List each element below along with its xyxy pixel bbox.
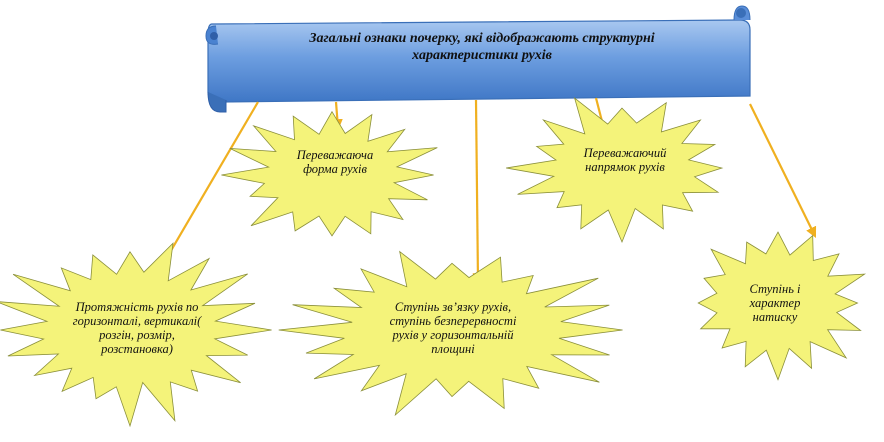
- arrow-to-pressure: [750, 104, 815, 236]
- node-pressure-label: Ступінь і характер натиску: [749, 282, 801, 324]
- node-direction-label: Переважаючий напрямок рухів: [583, 146, 667, 174]
- node-connection-label: Ступінь зв’язку рухів, ступінь безперервності рухів у горизонтальній площині: [389, 300, 517, 356]
- banner-title: Загальні ознаки почерку, які відображають структурні характеристики рухів: [309, 31, 655, 63]
- node-form-label: Переважаюча форма рухів: [296, 148, 374, 176]
- arrow-to-connection: [476, 100, 478, 282]
- node-extent-label: Протяжність рухів по горизонталі, вертикалі( розгін, розмір, розстановка): [72, 300, 202, 356]
- starbursts: [0, 98, 865, 426]
